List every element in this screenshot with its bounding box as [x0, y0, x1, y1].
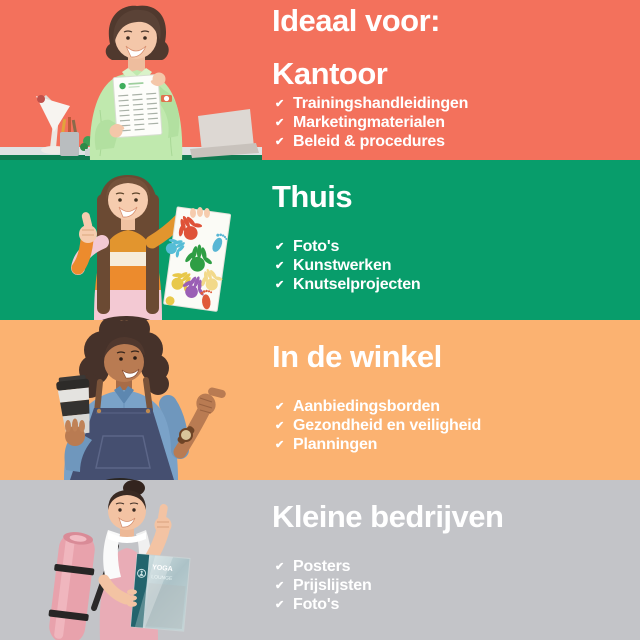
- list-item-label: Posters: [293, 558, 351, 575]
- list-item-label: Beleid & procedures: [293, 133, 445, 150]
- list-item-label: Foto's: [293, 238, 340, 255]
- section-title: In de winkel: [272, 339, 442, 374]
- check-icon: ✔: [275, 439, 285, 451]
- check-icon: ✔: [275, 599, 285, 611]
- poster-title: YOGA: [151, 564, 173, 574]
- section-text: [272, 160, 636, 295]
- section-title: Kantoor: [272, 56, 388, 91]
- list-item-label: Knutselprojecten: [293, 276, 421, 293]
- check-icon: ✔: [275, 561, 285, 573]
- section-text: [272, 0, 636, 152]
- list-item: [272, 133, 636, 151]
- check-icon: ✔: [275, 117, 285, 129]
- gripping-fingers: [190, 207, 210, 218]
- check-icon: ✔: [275, 260, 285, 272]
- feature-list: [272, 558, 636, 614]
- photo-kantoor: [0, 0, 262, 160]
- feature-list: [272, 95, 636, 151]
- check-icon: ✔: [275, 136, 285, 148]
- list-item: [272, 417, 636, 435]
- feature-list: [272, 398, 636, 454]
- section-thuis: [0, 160, 640, 320]
- list-item: [272, 436, 636, 454]
- thumbs-up-hand: [79, 211, 97, 243]
- list-item-label: Aanbiedingsborden: [293, 398, 440, 415]
- section-kantoor: [0, 0, 640, 160]
- yoga-woman-illustration: [0, 480, 262, 640]
- check-icon: ✔: [275, 420, 285, 432]
- list-item: [272, 596, 636, 614]
- pencil-cup: [60, 117, 79, 156]
- yoga-poster: [131, 554, 190, 631]
- handprint-sheet: [153, 205, 235, 312]
- cup-hand: [65, 419, 85, 447]
- list-item-label: Planningen: [293, 436, 378, 453]
- list-item: [272, 238, 636, 256]
- thumbs-up-hand: [155, 503, 172, 533]
- list-item: [272, 398, 636, 416]
- section-in-de-winkel: [0, 320, 640, 480]
- yoga-mat: [45, 530, 98, 640]
- list-item-label: Marketingmaterialen: [293, 114, 445, 131]
- section-text: [272, 320, 636, 455]
- list-item: [272, 95, 636, 113]
- page-title: Ideaal voor:: [272, 3, 440, 38]
- poster-subtitle: LOUNGE: [150, 574, 173, 583]
- check-icon: ✔: [275, 279, 285, 291]
- girl-artwork-illustration: [0, 160, 262, 320]
- list-item: [272, 577, 636, 595]
- list-item: [272, 257, 636, 275]
- barista-illustration: [0, 320, 262, 480]
- list-item-label: Foto's: [293, 596, 340, 613]
- check-icon: ✔: [275, 241, 285, 253]
- office-woman-illustration: [0, 0, 262, 160]
- list-item-label: Kunstwerken: [293, 257, 392, 274]
- list-item: [272, 276, 636, 294]
- section-title: Thuis: [272, 179, 353, 214]
- photo-thuis: [0, 160, 262, 320]
- section-kleine-bedrijven: [0, 480, 640, 640]
- check-icon: ✔: [275, 580, 285, 592]
- gripping-fingers: [127, 589, 137, 607]
- list-item-label: Gezondheid en veiligheid: [293, 417, 482, 434]
- list-item: [272, 114, 636, 132]
- list-item-label: Prijslijsten: [293, 577, 372, 594]
- list-item-label: Trainingshandleidingen: [293, 95, 469, 112]
- feature-list: [272, 238, 636, 294]
- check-icon: ✔: [275, 401, 285, 413]
- photo-kleine-bedrijven: [0, 480, 262, 640]
- list-item: [272, 558, 636, 576]
- photo-in-de-winkel: [0, 320, 262, 480]
- section-text: [272, 480, 636, 615]
- section-title: Kleine bedrijven: [272, 499, 504, 534]
- laptop: [190, 109, 259, 158]
- check-icon: ✔: [275, 98, 285, 110]
